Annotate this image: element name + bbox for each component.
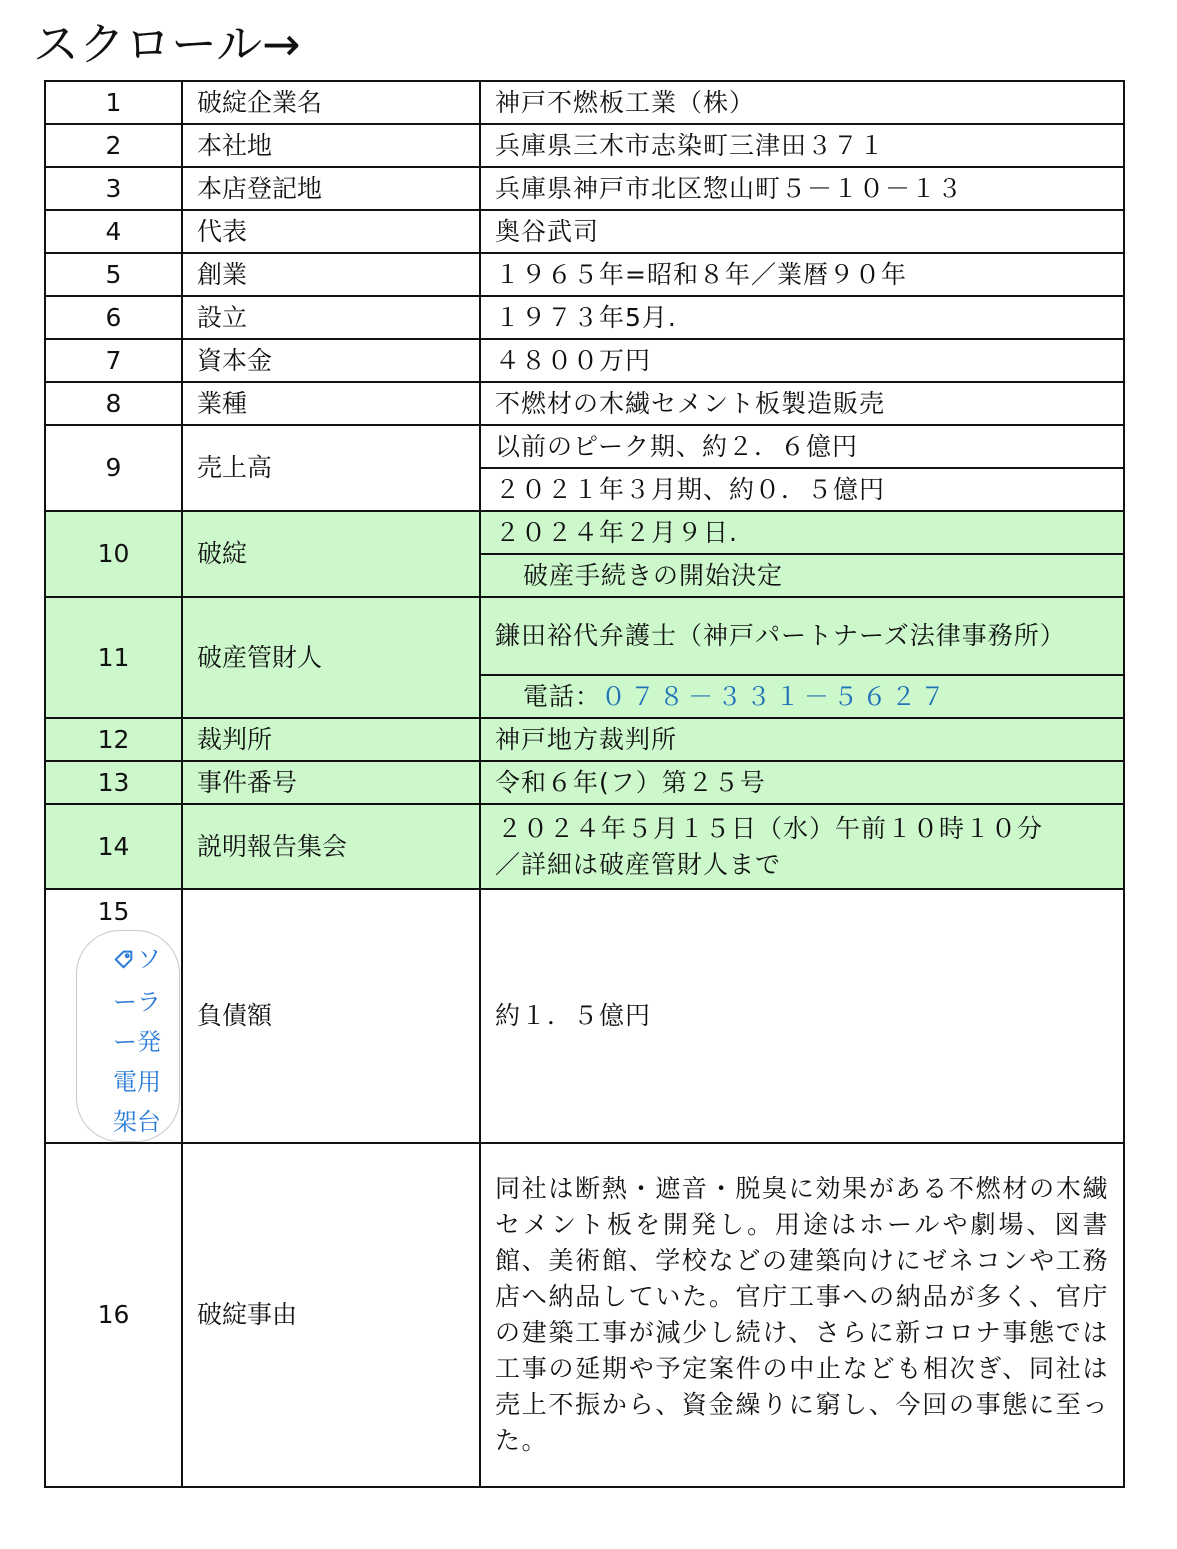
table-row	[45, 296, 1124, 339]
scroll-hint-title: スクロール→	[33, 17, 301, 71]
row-value: 約１．５億円	[480, 889, 1124, 1143]
row-value-line: ２０２４年５月１５日（水）午前１０時１０分	[497, 813, 1044, 843]
row-label: 本社地	[182, 124, 480, 167]
table-row	[45, 81, 1124, 124]
row-number: 3	[45, 167, 182, 210]
table-row	[45, 339, 1124, 382]
row-label: 代表	[182, 210, 480, 253]
row-number: 10	[45, 511, 182, 597]
tag-line: ーラ	[113, 988, 161, 1016]
row-label: 破綻	[182, 511, 480, 597]
phone-link[interactable]: ０７８－３３１－５６２７	[601, 681, 950, 711]
phone-label: 電話：	[523, 681, 602, 711]
table-row	[45, 597, 1124, 675]
tag-line: ー発	[113, 1028, 161, 1056]
tag-line: ソ	[137, 945, 161, 973]
row-number: 5	[45, 253, 182, 296]
table-row	[45, 1143, 1124, 1487]
phone-cell	[480, 675, 1124, 718]
row-value: ２０２１年３月期、約０．５億円	[480, 468, 1124, 511]
row-label: 本店登記地	[182, 167, 480, 210]
row-number: 8	[45, 382, 182, 425]
row-number: 15	[97, 897, 130, 926]
row-value: １９６５年=昭和８年／業暦９０年	[480, 253, 1124, 296]
row-label: 業種	[182, 382, 480, 425]
table-row	[45, 718, 1124, 761]
row-value: 令和６年(フ）第２５号	[480, 761, 1124, 804]
row-label: 設立	[182, 296, 480, 339]
row-value: 不燃材の木繊セメント板製造販売	[480, 382, 1124, 425]
table-row	[45, 511, 1124, 554]
row-value: 破産手続きの開始決定	[480, 554, 1124, 597]
table-row	[45, 425, 1124, 468]
tag-icon	[113, 942, 135, 982]
table-row	[45, 761, 1124, 804]
row-label: 説明報告集会	[182, 804, 480, 889]
row-value: 兵庫県神戸市北区惣山町５－１０－１３	[480, 167, 1124, 210]
row-label: 破綻事由	[182, 1143, 480, 1487]
tag-line: 架台	[113, 1108, 161, 1136]
row-label: 負債額	[182, 889, 480, 1143]
row-value: 奥谷武司	[480, 210, 1124, 253]
row-value: ４８００万円	[480, 339, 1124, 382]
row-value-line: ／詳細は破産管財人まで	[495, 849, 782, 879]
row-number: 12	[45, 718, 182, 761]
tag-chip-solar-mount[interactable]	[76, 930, 180, 1142]
row-label: 破産管財人	[182, 597, 480, 718]
row-number: 4	[45, 210, 182, 253]
row-number: 11	[45, 597, 182, 718]
row-label: 破綻企業名	[182, 81, 480, 124]
company-info-table	[44, 80, 1125, 1488]
table-row	[45, 804, 1124, 889]
row-value: ２０２４年２月９日.	[480, 511, 1124, 554]
table-row	[45, 210, 1124, 253]
table-row	[45, 382, 1124, 425]
row-value: 鎌田裕代弁護士（神戸パートナーズ法律事務所）	[480, 597, 1124, 675]
table-row	[45, 167, 1124, 210]
row-label: 裁判所	[182, 718, 480, 761]
row-number: 6	[45, 296, 182, 339]
row-label: 売上高	[182, 425, 480, 511]
row-label: 資本金	[182, 339, 480, 382]
table-row	[45, 253, 1124, 296]
row-value: 神戸不燃板工業（株）	[480, 81, 1124, 124]
table-row	[45, 889, 1124, 1143]
row-value: 以前のピーク期、約２．６億円	[480, 425, 1124, 468]
row-value: 神戸地方裁判所	[480, 718, 1124, 761]
row-number: 2	[45, 124, 182, 167]
table-row	[45, 124, 1124, 167]
row-number: 1	[45, 81, 182, 124]
row-value: １９７３年5月.	[480, 296, 1124, 339]
row-label: 創業	[182, 253, 480, 296]
row-number: 14	[45, 804, 182, 889]
row-value	[480, 804, 1124, 889]
row-label: 事件番号	[182, 761, 480, 804]
row-number: 7	[45, 339, 182, 382]
row-number: 9	[45, 425, 182, 511]
row-number: 16	[45, 1143, 182, 1487]
tag-line: 電用	[113, 1068, 161, 1096]
row-value: 兵庫県三木市志染町三津田３７１	[480, 124, 1124, 167]
bankruptcy-reason-text: 同社は断熱・遮音・脱臭に効果がある不燃材の木繊セメント板を開発し。用途はホールや劇場、図書館、美術館、学校などの建築向けにゼネコンや工務店へ納品していた。官庁工事への納品が多く、官庁の建築工事が減少し続け、さらに新コロナ事態では工事の延期や予定案件の中止なども相次ぎ、同社は売上不振から、資金繰りに窮し、今回の事態に至った。	[480, 1143, 1124, 1487]
row-number-cell	[45, 889, 182, 1143]
row-number: 13	[45, 761, 182, 804]
